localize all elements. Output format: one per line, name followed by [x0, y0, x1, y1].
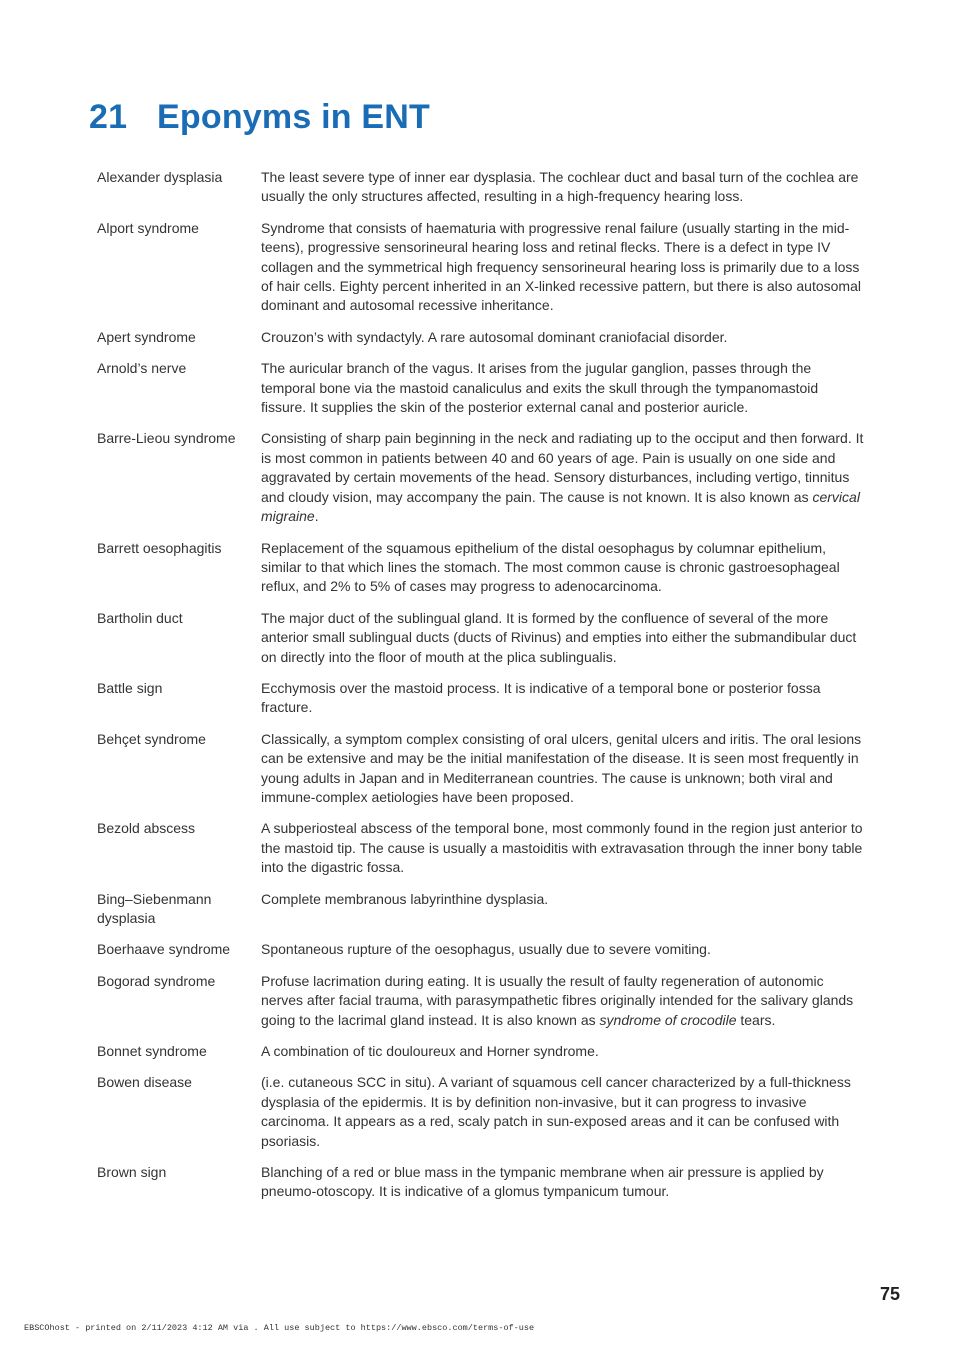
- list-item: [97, 730, 867, 808]
- entry-definition: Spontaneous rupture of the oesophagus, usually due to severe vomiting.: [261, 941, 711, 958]
- entry-definition: Classically, a symptom complex consisting of oral ulcers, genital ulcers and iritis. The oral lesions can be extensive and may be the initial manifestation of the disease. It is seen most frequently in young adults in Japan and in Mediterranean countries. The cause is unknown; both viral and immune-complex aetiologies have been proposed.: [261, 730, 862, 805]
- list-item: [97, 819, 867, 877]
- definition-end: tears.: [736, 1011, 776, 1028]
- entry-term: Battle sign: [97, 679, 163, 696]
- entry-term: Bing–Siebenmann dysplasia: [97, 890, 212, 926]
- entry-definition: The auricular branch of the vagus. It arises from the jugular ganglion, passes through the temporal bone via the mastoid canaliculus and exits the skull through the tympanomastoid fissure. It supplies the skin of the posterior external canal and posterior auricle.: [261, 360, 819, 416]
- entry-term: Apert syndrome: [97, 328, 196, 345]
- entry-definition: [261, 972, 867, 1030]
- entry-definition: The major duct of the sublingual gland. It is formed by the confluence of several of the more anterior small sublingual ducts (ducts of Rivinus) and empties into either the submandibular duct on directly into the floor of mouth at the plica sublingualis.: [261, 609, 857, 665]
- definition-text: Profuse lacrimation during eating. It is usually the result of faulty regeneration of autonomic nerves after facial trauma, with parasympathetic fibres originally intended for the salivary glands going to the lacrimal gland instead. It is also known as: [261, 972, 854, 1028]
- list-item: [97, 359, 867, 417]
- list-item: [97, 890, 867, 929]
- entry-definition: A combination of tic douloureux and Horner syndrome.: [261, 1043, 599, 1060]
- entry-definition: The least severe type of inner ear dysplasia. The cochlear duct and basal turn of the cochlea are usually the only structures affected, resulting in a high-frequency hearing loss.: [261, 169, 859, 205]
- entry-term: Alport syndrome: [97, 219, 199, 236]
- definition-end: .: [314, 508, 319, 525]
- entry-term: Bartholin duct: [97, 609, 183, 626]
- chapter-title: Eponyms in ENT: [157, 98, 430, 136]
- definition-italic: cervical migraine: [261, 488, 860, 525]
- entry-definition: Complete membranous labyrinthine dysplasia.: [261, 890, 549, 907]
- definition-text: Consisting of sharp pain beginning in the neck and radiating up to the occiput and then forward. It is most common in patients between 40 and 60 years of age. Pain is usually on one side and aggravated by certain movements of the head. Sensory disturbances, including vertigo, tinnitus and cloudy vision, may accompany the pain. The cause is not known. It is also known as: [261, 430, 864, 505]
- entry-term: Barrett oesophagitis: [97, 539, 222, 556]
- entry-term: Boerhaave syndrome: [97, 941, 231, 958]
- list-item: [97, 429, 867, 526]
- eponym-list: [97, 168, 867, 1214]
- entry-term: Bonnet syndrome: [97, 1043, 207, 1060]
- list-item: [97, 940, 867, 959]
- entry-term: Barre-Lieou syndrome: [97, 430, 236, 447]
- definition-italic: syndrome of crocodile: [599, 1011, 737, 1028]
- chapter-heading: [89, 98, 430, 137]
- entry-term: Arnold’s nerve: [97, 360, 187, 377]
- entry-definition: Replacement of the squamous epithelium of the distal oesophagus by columnar epithelium, similar to that which lines the stomach. The most common cause is chronic gastroesophageal reflux, and 2% to 5% of cases may progress to adenocarcinoma.: [261, 539, 840, 595]
- list-item: [97, 1073, 867, 1151]
- list-item: [97, 972, 867, 1030]
- list-item: [97, 609, 867, 667]
- entry-definition: Crouzon’s with syndactyly. A rare autosomal dominant craniofacial disorder.: [261, 328, 728, 345]
- entry-term: Bogorad syndrome: [97, 972, 216, 989]
- list-item: [97, 219, 867, 316]
- entry-definition: Syndrome that consists of haematuria with progressive renal failure (usually starting in the mid-teens), progressive sensorineural hearing loss and retinal flecks. There is a defect in type IV collagen and the symmetrical high frequency sensorineural hearing loss is primarily due to a loss of hair cells. Eighty percent inherited in an X-linked recessive pattern, but there is also autosomal dominant and autosomal recessive inheritance.: [261, 219, 861, 314]
- list-item: [97, 679, 867, 718]
- page-number: 75: [879, 1284, 900, 1304]
- entry-term: Bowen disease: [97, 1074, 192, 1091]
- entry-term: Alexander dysplasia: [97, 169, 223, 185]
- entry-definition: Blanching of a red or blue mass in the tympanic membrane when air pressure is applied by pneumo-otoscopy. It is indicative of a glomus tympanicum tumour.: [261, 1164, 824, 1200]
- entry-term: Brown sign: [97, 1164, 167, 1181]
- chapter-number: 21: [89, 98, 128, 136]
- entry-definition: A subperiosteal abscess of the temporal bone, most commonly found in the region just anterior to the mastoid tip. The cause is usually a mastoiditis with extravasation through the inner bony table into the digastric fossa.: [261, 820, 863, 876]
- entry-term: Bezold abscess: [97, 820, 196, 837]
- entry-definition: (i.e. cutaneous SCC in situ). A variant of squamous cell cancer characterized by a full-thickness dysplasia of the epidermis. It is by definition non-invasive, but it can progress to invasive carcinoma. It appears as a red, scaly patch in sun-exposed areas and it can be confused with psoriasis.: [261, 1074, 851, 1149]
- entry-definition: Ecchymosis over the mastoid process. It is indicative of a temporal bone or posterior fossa fracture.: [261, 679, 821, 716]
- footer-notice: EBSCOhost - printed on 2/11/2023 4:12 AM via . All use subject to https://www.ebsco.com/terms-of-use: [24, 1323, 535, 1333]
- list-item: [97, 1042, 867, 1061]
- list-item: [97, 539, 867, 597]
- list-item: [97, 168, 867, 207]
- entry-definition: [261, 429, 867, 526]
- list-item: [97, 328, 867, 347]
- list-item: [97, 1163, 867, 1202]
- entry-term: Behçet syndrome: [97, 730, 206, 747]
